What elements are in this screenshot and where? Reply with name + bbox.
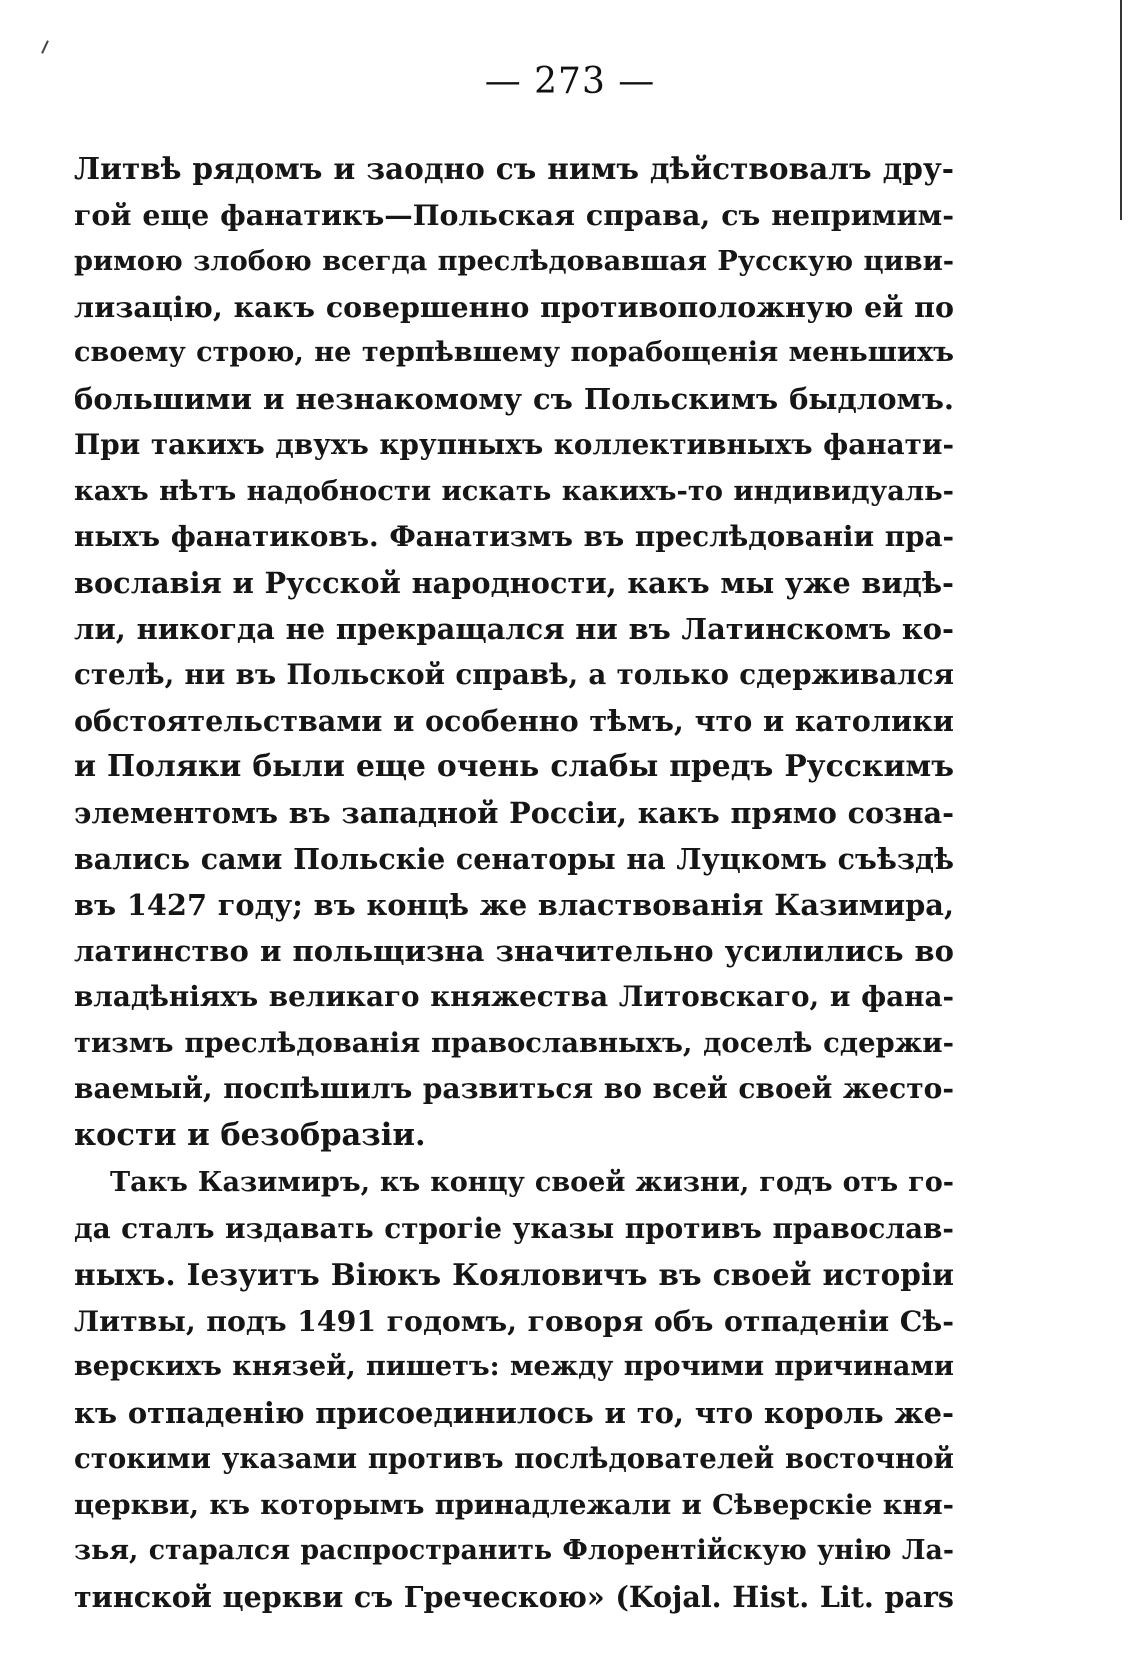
text-line: Такъ Казимиръ, къ концу своей жизни, годъ отъ го-	[110, 1167, 954, 1198]
text-line: кахъ нѣтъ надобности искать какихъ-то индивидуаль-	[74, 475, 954, 507]
text-line: въ 1427 году; въ концѣ же властвованія Казимира,	[74, 888, 954, 922]
text-line: кости и безобразіи.	[74, 1117, 426, 1153]
text-line: да сталъ издавать строгіе указы противъ православ-	[74, 1212, 954, 1245]
stray-ink-mark	[41, 40, 49, 54]
text-line: церкви, къ которымъ принадлежали и Сѣверскіе кня-	[74, 1489, 954, 1521]
text-line: тизмъ преслѣдованія православныхъ, доселѣ сдержи-	[74, 1027, 954, 1059]
text-line: стелѣ, ни въ Польской справѣ, а только сдерживался	[74, 658, 954, 691]
text-line: ныхъ фанатиковъ. Фанатизмъ въ преслѣдованіи пра-	[74, 520, 954, 553]
text-line: вались сами Польскіе сенаторы на Луцкомъ съѣздѣ	[74, 842, 954, 876]
text-line: элементомъ въ западной Россіи, какъ прямо созна-	[74, 796, 954, 830]
page-edge-rule	[1120, 0, 1122, 220]
text-line: ныхъ. Іезуитъ Віюкъ Кояловичъ въ своей исторіи	[74, 1257, 954, 1292]
text-line: большими и незнакомому съ Польскимъ быдломъ.	[74, 382, 954, 416]
text-line: тинской церкви съ Греческою» (Kojal. Hist. Lit. pars	[74, 1580, 954, 1614]
text-line: вославія и Русской народности, какъ мы уже видѣ-	[74, 566, 954, 600]
text-line: лизацію, какъ совершенно противоположную ей по	[74, 290, 954, 324]
text-line: владѣніяхъ великаго княжества Литовскаго, и фана-	[74, 980, 954, 1013]
paragraph-2	[74, 1160, 954, 1620]
text-line: ли, никогда не прекращался ни въ Латинскомъ ко-	[74, 612, 954, 646]
text-line: Литвы, подъ 1491 годомъ, говоря объ отпаденіи Сѣ-	[74, 1304, 954, 1338]
text-line: гой еще фанатикъ—Польская справа, съ непримим-	[74, 198, 954, 232]
text-line: Литвѣ рядомъ и заодно съ нимъ дѣйствовалъ дру-	[74, 151, 954, 186]
text-line: верскихъ князей, пишетъ: между прочими причинами	[74, 1351, 954, 1382]
text-line: При такихъ двухъ крупныхъ коллективныхъ фанати-	[74, 428, 954, 461]
text-line: ваемый, поспѣшилъ развиться во всей своей жесто-	[74, 1072, 954, 1105]
text-line: и Поляки были еще очень слабы предъ Русскимъ	[74, 749, 954, 784]
paragraph-1	[74, 146, 954, 1158]
text-line: къ отпаденію присоединилось и то, что король же-	[74, 1396, 954, 1430]
page-number: — 273 —	[484, 61, 656, 102]
text-line: обстоятельствами и особенно тѣмъ, что и католики	[74, 704, 954, 738]
text-line: римою злобою всегда преслѣдовавшая Русскую циви-	[74, 245, 954, 277]
text-line: стокими указами противъ послѣдователей восточной	[74, 1442, 954, 1475]
text-line: латинство и польщизна значительно усилились во	[74, 934, 954, 968]
text-line: зья, старался распространить Флорентійскую унію Ла-	[74, 1535, 954, 1566]
body-text	[74, 146, 954, 1620]
text-line: своему строю, не терпѣвшему порабощенія меньшихъ	[74, 337, 954, 368]
